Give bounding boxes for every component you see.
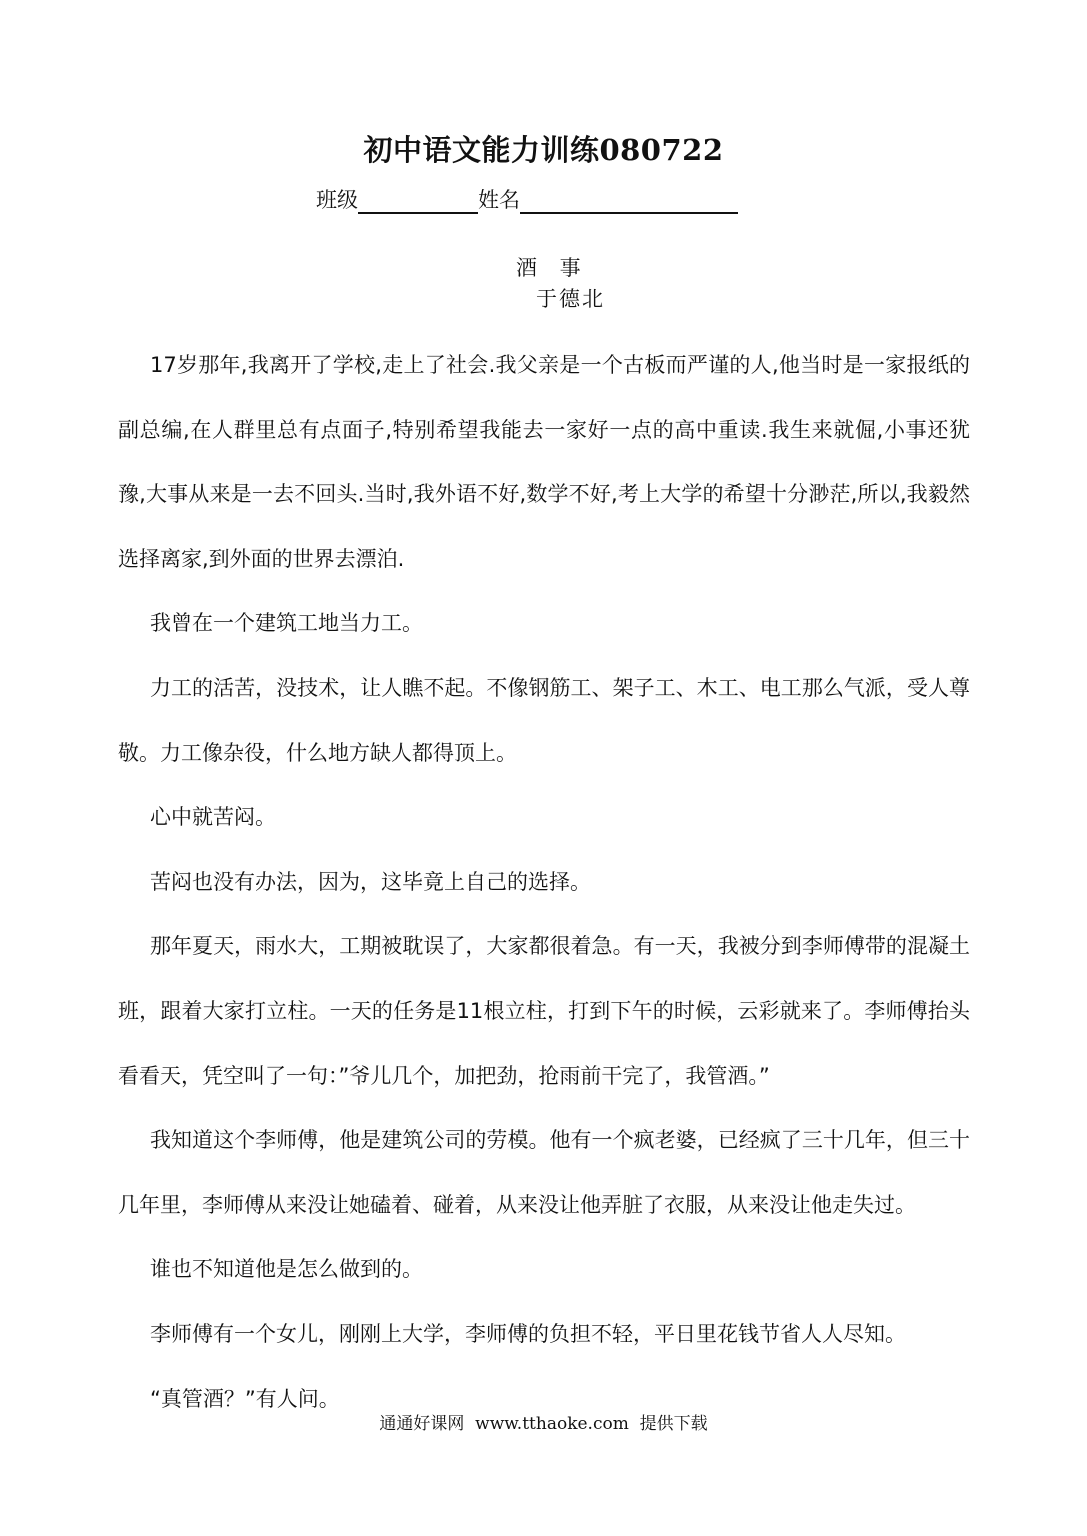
class-name-line [316,184,738,214]
paragraph: 谁也不知道他是怎么做到的。 [150,1257,423,1282]
class-blank[interactable] [358,188,478,214]
name-blank[interactable] [520,188,738,214]
paragraph: “真管酒？”有人问。 [150,1386,340,1411]
essay-author: 于德北 [536,287,605,311]
class-label: 班级 [316,188,358,212]
paragraph: 心中就苦闷。 [150,805,276,830]
paragraph: 李师傅有一个女儿，刚刚上大学，李师傅的负担不轻，平日里花钱节省人人尽知。 [150,1321,906,1346]
page-title: 初中语文能力训练080722 [363,133,724,167]
paragraph: 苦闷也没有办法，因为，这毕竟上自己的选择。 [150,869,591,894]
name-label: 姓名 [478,188,520,212]
paragraph: 力工的活苦，没技术，让人瞧不起。不像钢筋工、架子工、木工、电工那么气派，受人尊敬。力工像杂役，什么地方缺人都得顶上。 [118,675,970,765]
essay-body [118,333,970,1431]
page-footer: 通通好课网 www.tthaoke.com 提供下载 [379,1414,708,1434]
paragraph: 17岁那年,我离开了学校,走上了社会.我父亲是一个古板而严谨的人,他当时是一家报纸的副总编,在人群里总有点面子,特别希望我能去一家好一点的高中重读.我生来就倔,小事还犹豫,大事从来是一去不回头.当时,我外语不好,数学不好,考上大学的希望十分渺茫,所以,我毅然选择离家,到外面的世界去漂泊. [118,353,970,571]
essay-title: 酒 事 [516,256,589,280]
paragraph: 我知道这个李师傅，他是建筑公司的劳模。他有一个疯老婆，已经疯了三十几年，但三十几年里，李师傅从来没让她磕着、碰着，从来没让他弄脏了衣服，从来没让他走失过。 [118,1128,970,1217]
paragraph: 我曾在一个建筑工地当力工。 [150,611,423,636]
paragraph: 那年夏天，雨水大，工期被耽误了，大家都很着急。有一天，我被分到李师傅带的混凝土班，跟着大家打立柱。一天的任务是11根立柱，打到下午的时候，云彩就来了。李师傅抬头看看天，凭空叫了一句：”爷儿几个，加把劲，抢雨前干完了，我管酒。” [118,934,970,1088]
